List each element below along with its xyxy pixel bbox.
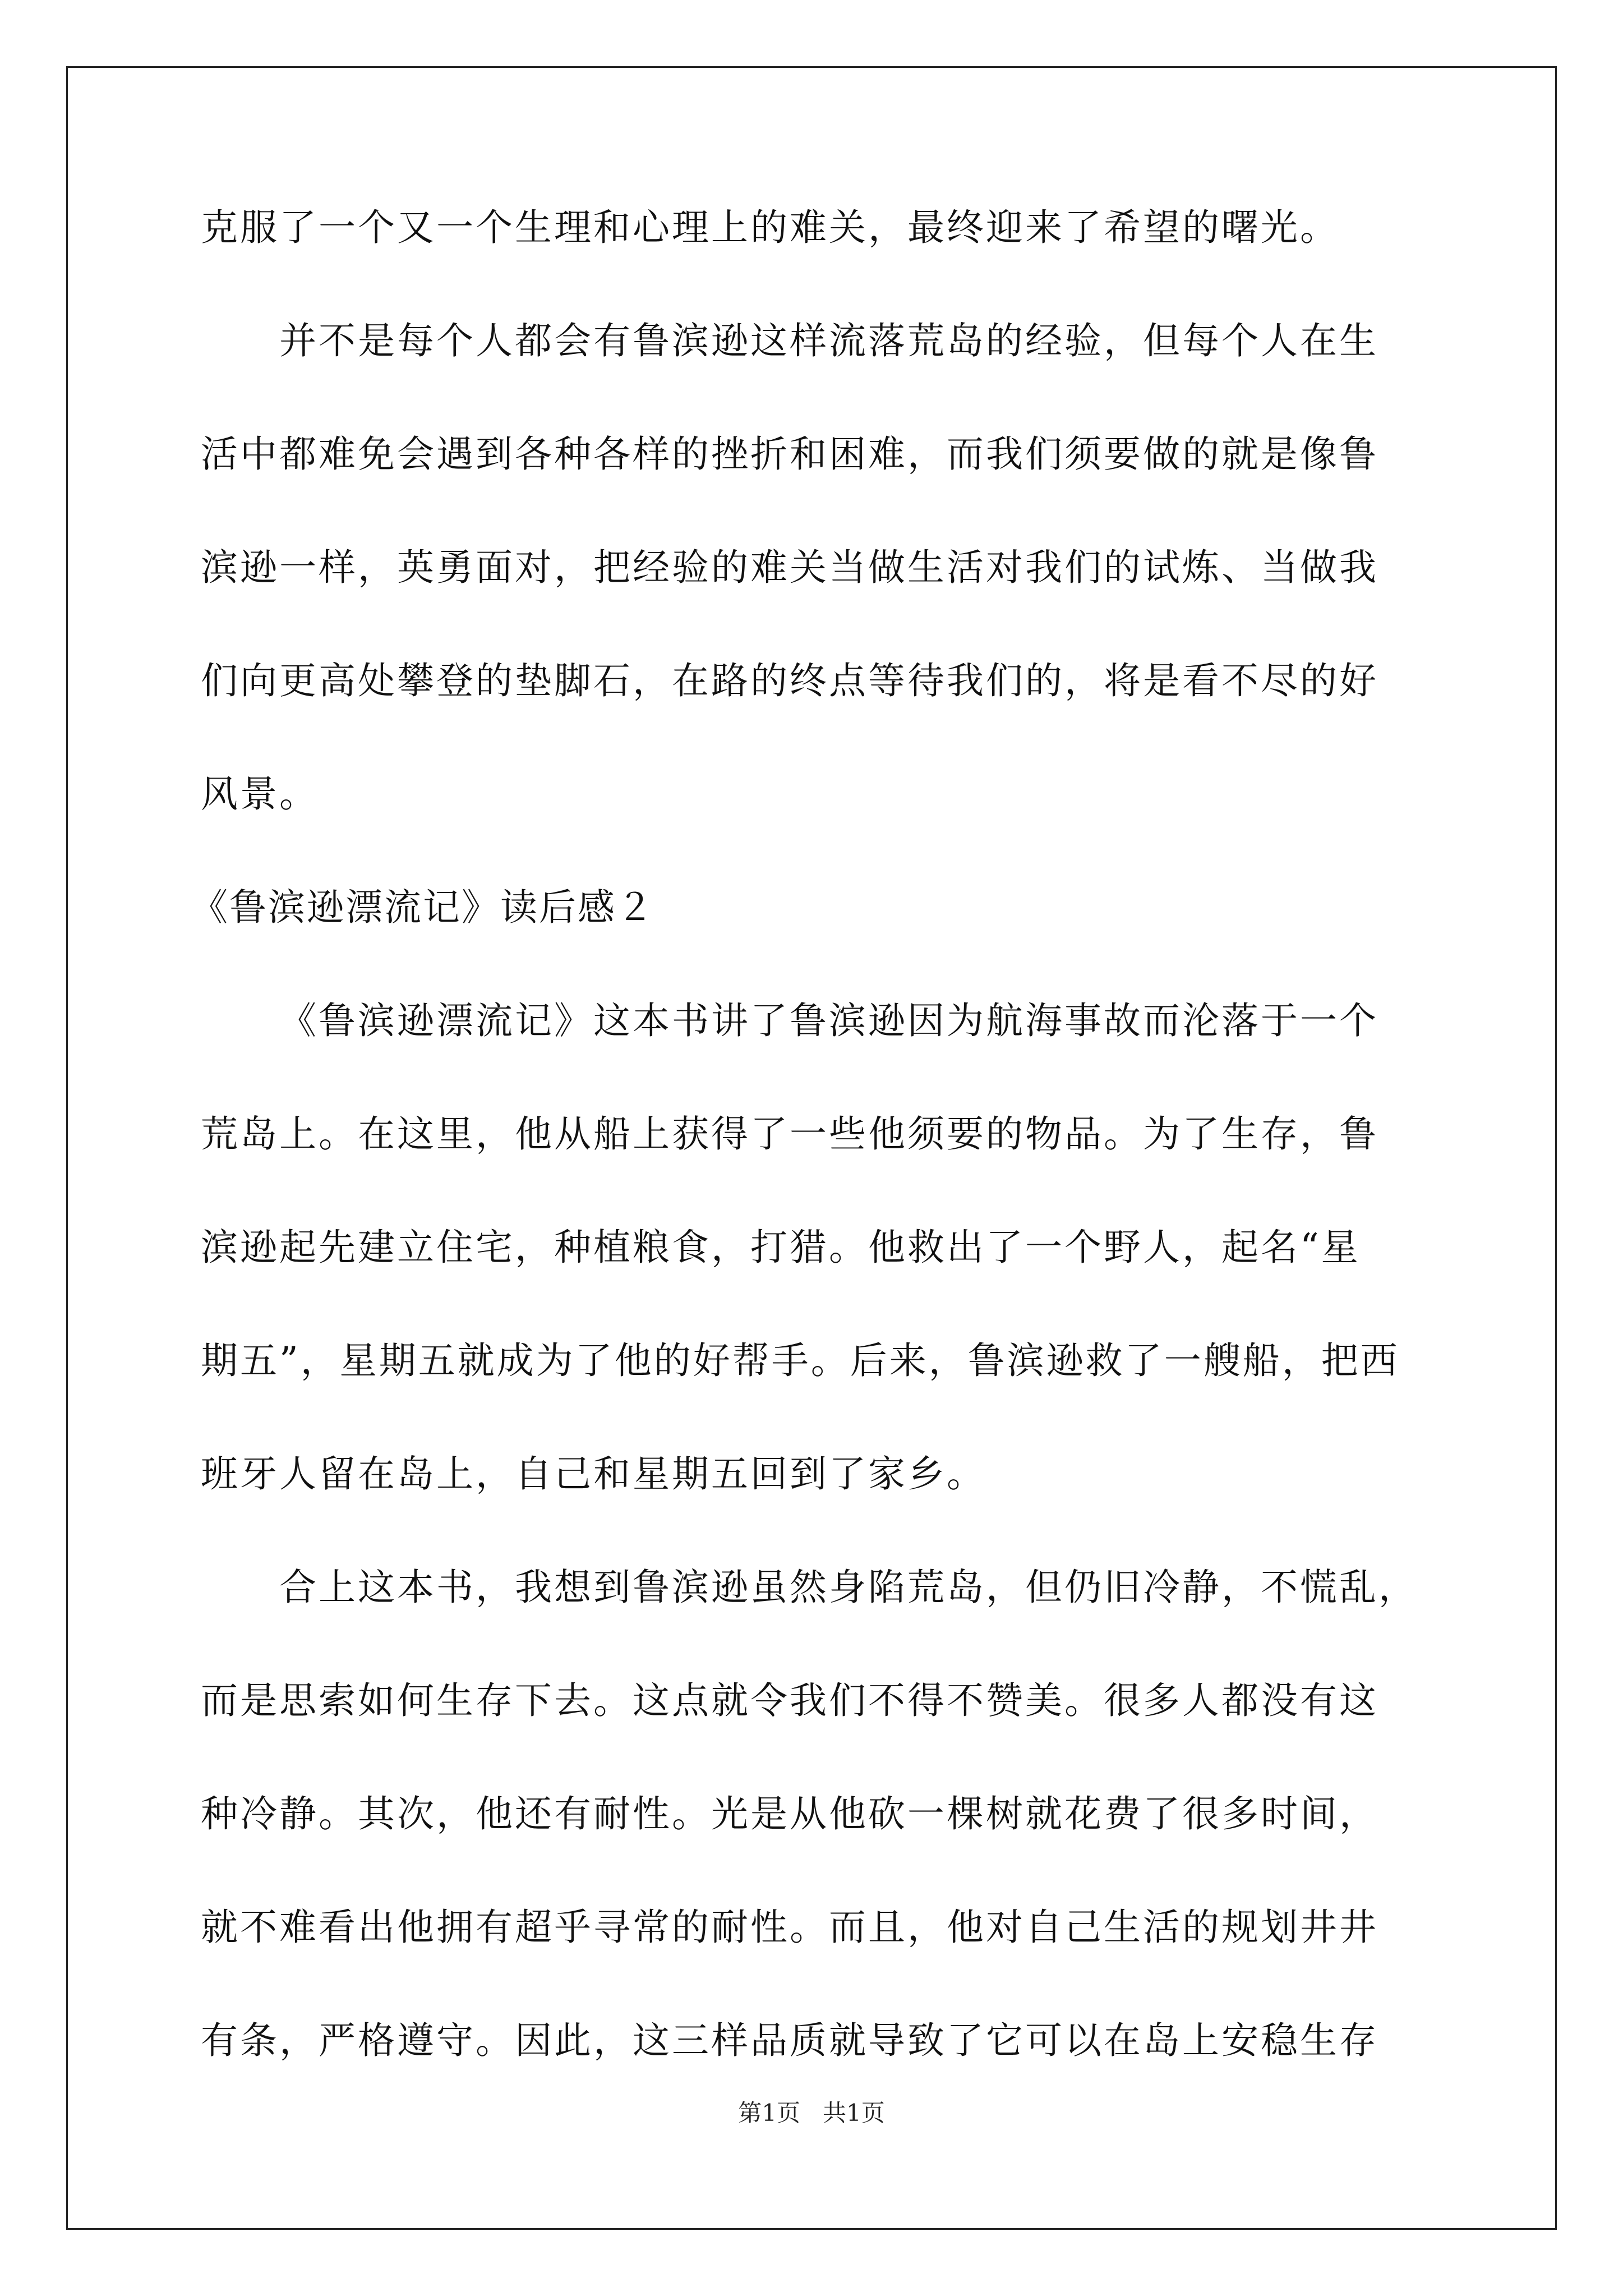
paragraph-line: 《鲁滨逊漂流记》这本书讲了鲁滨逊因为航海事故而沦落于一个 <box>279 999 1378 1042</box>
document-body <box>191 206 1435 2134</box>
paragraph-line: 种冷静。其次，他还有耐性。光是从他砍一棵树就花费了很多时间， <box>201 1792 1378 1835</box>
paragraph-line: 并不是每个人都会有鲁滨逊这样流落荒岛的经验，但每个人在生 <box>279 319 1378 362</box>
paragraph-line: 克服了一个又一个生理和心理上的难关，最终迎来了希望的曙光。 <box>201 206 1339 249</box>
paragraph-line: 们向更高处攀登的垫脚石，在路的终点等待我们的，将是看不尽的好 <box>201 659 1378 702</box>
page-total: 共1页 <box>823 2099 885 2127</box>
paragraph-line: 合上这本书，我想到鲁滨逊虽然身陷荒岛，但仍旧冷静，不慌乱， <box>279 1566 1418 1609</box>
paragraph-line: 荒岛上。在这里，他从船上获得了一些他须要的物品。为了生存，鲁 <box>201 1112 1378 1156</box>
page-footer <box>0 2099 1623 2127</box>
page-number: 第1页 <box>738 2099 800 2127</box>
section-heading: 《鲁滨逊漂流记》读后感２ <box>191 886 655 929</box>
paragraph-line: 班牙人留在岛上，自己和星期五回到了家乡。 <box>201 1452 986 1496</box>
paragraph-line: 有条，严格遵守。因此，这三样品质就导致了它可以在岛上安稳生存 <box>201 2019 1378 2062</box>
paragraph-line: 而是思索如何生存下去。这点就令我们不得不赞美。很多人都没有这 <box>201 1679 1378 1722</box>
paragraph-line: 活中都难免会遇到各种各样的挫折和困难，而我们须要做的就是像鲁 <box>201 432 1378 476</box>
paragraph-line: 风景。 <box>201 772 319 816</box>
paragraph-line: 滨逊起先建立住宅，种植粮食，打猎。他救出了一个野人，起名“星 <box>201 1226 1361 1269</box>
paragraph-line: 期五”，星期五就成为了他的好帮手。后来，鲁滨逊救了一艘船，把西 <box>201 1339 1400 1382</box>
paragraph-line: 就不难看出他拥有超乎寻常的耐性。而且，他对自己生活的规划井井 <box>201 1906 1378 1949</box>
paragraph-line: 滨逊一样，英勇面对，把经验的难关当做生活对我们的试炼、当做我 <box>201 546 1378 589</box>
